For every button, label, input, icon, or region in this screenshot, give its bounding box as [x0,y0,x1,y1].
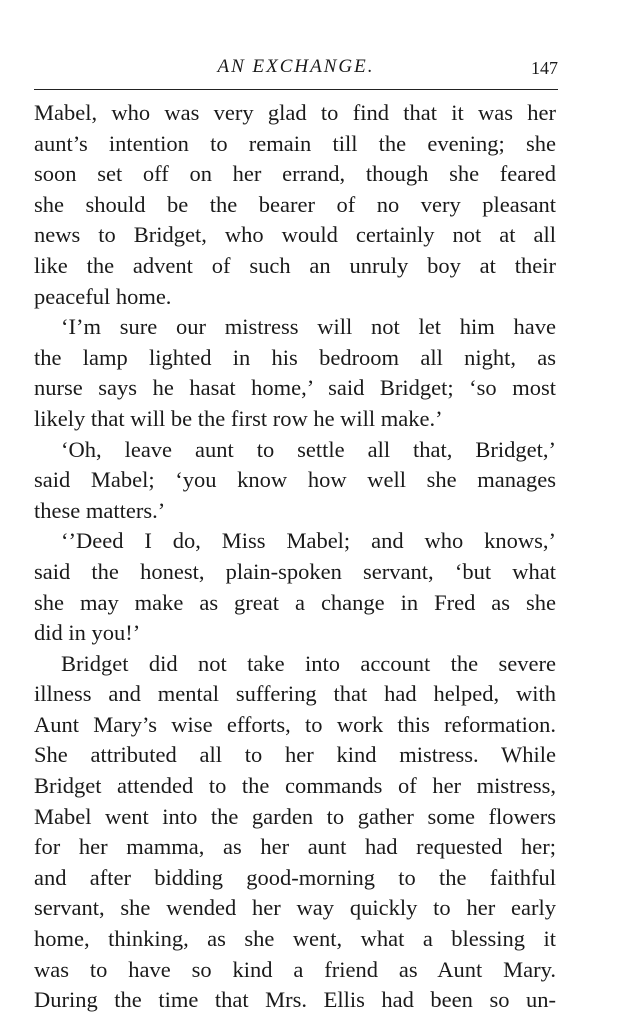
text-line: Mabel went into the garden to gather some flowers [34,803,556,829]
text-line: and after bidding good-morning to the faithful [34,864,556,890]
text-line: said the honest, plain-spoken servant, ‘but what [34,558,556,584]
text-line: ‘Oh, leave aunt to settle all that, Bridget,’ [61,436,556,462]
text-line: was to have so kind a friend as Aunt Mary. [34,956,556,982]
text-line: these matters.’ [34,497,166,523]
text-line: said Mabel; ‘you know how well she manages [34,467,556,493]
running-title: AN EXCHANGE. [217,56,375,77]
body-text [34,98,556,1016]
text-line: the lamp lighted in his bedroom all night, as [34,344,556,370]
text-line: ‘I’m sure our mistress will not let him have [61,314,556,340]
text-line: peaceful home. [34,283,172,309]
text-line: Mabel, who was very glad to find that it was her [34,100,556,125]
running-head [34,56,558,86]
text-line: Bridget attended to the commands of her mistress, [34,773,556,799]
text-line: Bridget did not take into account the severe [61,650,556,676]
page-number: 147 [531,58,558,78]
text-line: she may make as great a change in Fred as she [34,589,556,615]
text-line: for her mamma, as her aunt had requested her; [34,834,556,860]
text-line: like the advent of such an unruly boy at their [34,252,556,278]
text-line: She attributed all to her kind mistress. While [34,742,556,768]
text-line: soon set off on her errand, though she feared [34,161,556,187]
text-line: news to Bridget, who would certainly not at all [34,222,556,248]
text-line: servant, she wended her way quickly to her early [34,895,556,921]
text-line: did in you!’ [34,620,141,646]
text-line: home, thinking, as she went, what a blessing it [34,926,556,952]
text-line: Aunt Mary’s wise efforts, to work this reformation. [34,711,556,737]
text-line: likely that will be the first row he will make.’ [34,405,443,431]
text-line: During the time that Mrs. Ellis had been so un- [34,987,556,1013]
text-line: aunt’s intention to remain till the evening; she [34,130,556,156]
text-line: she should be the bearer of no very pleasant [34,191,556,217]
text-line: ‘’Deed I do, Miss Mabel; and who knows,’ [61,528,556,554]
header-rule [34,89,558,90]
text-line: nurse says he hasat home,’ said Bridget; ‘so most [34,375,556,401]
text-line: illness and mental suffering that had helped, with [34,681,556,707]
